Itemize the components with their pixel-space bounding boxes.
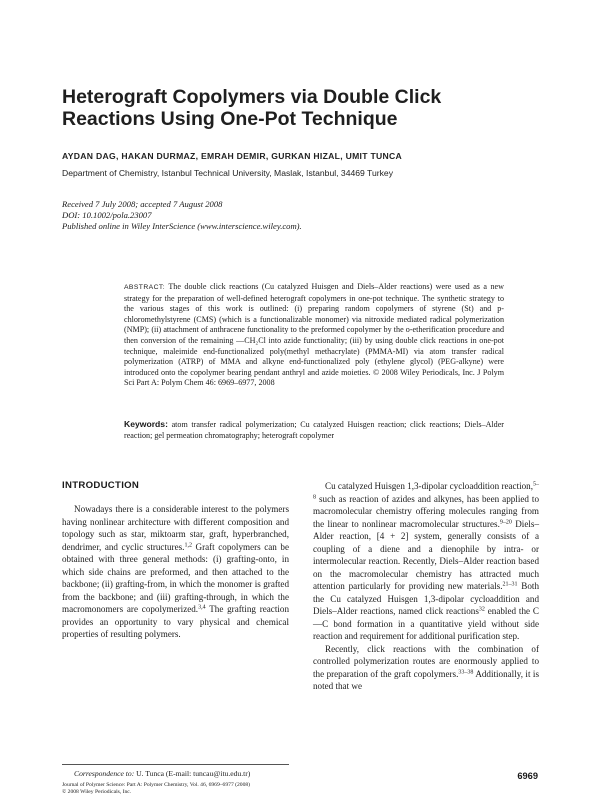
- correspondence-note: [62, 769, 302, 779]
- text-run: enabled the C—C bond formation in a quantitative yield without side reaction and requirement for additional purification step.: [313, 606, 539, 641]
- left-column: [62, 503, 289, 641]
- citation-ref: 33–38: [458, 669, 474, 675]
- citation-ref: 9–20: [499, 519, 512, 525]
- citation-ref: 5–8: [313, 481, 539, 500]
- intro-paragraph-2: [313, 480, 539, 643]
- affiliation: Department of Chemistry, Istanbul Technical University, Maslak, Istanbul, 34469 Turkey: [62, 168, 394, 178]
- text-run: such as reaction of azides and alkynes, has been applied to macromolecular chemistry offering molecules ranging from the linear to nonlinear macromolecular structures.: [313, 493, 539, 529]
- citation-ref: 1,2: [184, 542, 192, 548]
- footnote-divider: [62, 764, 289, 765]
- text-run: Both the Cu catalyzed Huisgen 1,3-dipolar cycloaddition and Diels–Alder reactions, named click reactions: [313, 581, 539, 616]
- author-list: AYDAN DAG, HAKAN DURMAZ, EMRAH DEMIR, GURKAN HIZAL, UMIT TUNCA: [62, 151, 403, 161]
- intro-paragraph-3: [313, 643, 539, 693]
- text-run: Additionally, it is noted that we: [313, 668, 539, 691]
- abstract-label: ABSTRACT:: [124, 284, 165, 291]
- abstract-text: The double click reactions (Cu catalyzed Huisgen and Diels–Alder reactions) were used as a new strategy for the preparation of well-defined heterograft copolymers in one-pot technique. The synthetic strategy to the various stages of this work is outlined: (i) preparing random copolymers of styrene (St) and p-chloromethylstyrene (CMS) (which is a functionalizable monomer) via nitroxide mediated radical polymerization (NMP); (ii) attachment of anthracene functionality to the preformed copolymer by the o-etherification procedure and then conversion of the remaining —CH₂Cl into azide functionality; (iii) by using double click reactions in one-pot technique, maleimide end-functionalized poly(methyl methacrylate) (PMMA-MI) via atom transfer radical polymerization (ATRP) of MMA and alkyne end-functionalized poly (ethylene glycol) (PEG-alkyne) were introduced onto the copolymer bearing pendant anthryl and azide moieties. © 2008 Wiley Periodicals, Inc. J Polym Sci Part A: Polym Chem 46: 6969–6977, 2008: [124, 282, 504, 388]
- correspondence-label: Correspondence to:: [74, 769, 135, 778]
- right-column: [313, 480, 539, 693]
- page-number: 6969: [517, 771, 538, 781]
- section-heading-introduction: INTRODUCTION: [62, 480, 140, 491]
- doi: DOI: 10.1002/pola.23007: [62, 210, 152, 221]
- keywords: [124, 419, 504, 441]
- citation-ref: 21–31: [502, 581, 518, 588]
- text-run: Graft copolymers can be obtained with three general methods: (i) grafting-onto, in which side chains are preformed, and then attached to the backbone; (ii) grafting-from, in which the monomer is grafted from the backbone; and (iii) grafting-through, in which the macromonomers are copolymerized.: [62, 541, 289, 614]
- received-dates: Received 7 July 2008; accepted 7 August 2008: [62, 199, 223, 209]
- correspondence-text: U. Tunca (E-mail: tuncau@itu.edu.tr): [134, 769, 251, 778]
- text-run: Nowadays there is a considerable interest to the polymers having nonlinear architecture with different composition and topology such as star, miktoarm star, graft, hyperbranched, dendrimer, and cyclic structures.: [62, 504, 289, 552]
- text-run: Cu catalyzed Huisgen 1,3-dipolar cycloaddition reaction,: [325, 481, 533, 491]
- text-run: Recently, click reactions with the combination of controlled polymerization routes are enormously applied to the preparation of the graft copolymers.: [313, 643, 539, 679]
- publication-info: [62, 199, 302, 233]
- abstract: [124, 282, 504, 389]
- keywords-label: Keywords:: [124, 419, 168, 429]
- citation-ref: 3,4: [198, 604, 206, 611]
- keywords-text: atom transfer radical polymerization; Cu catalyzed Huisgen reaction; click reactions; Diels–Alder reaction; gel permeation chromatography; heterograft copolymer: [124, 420, 504, 440]
- copyright-line: © 2008 Wiley Periodicals, Inc.: [62, 789, 132, 795]
- citation-ref: 32: [478, 606, 485, 613]
- footnote: [62, 769, 302, 796]
- published-online: Published online in Wiley InterScience (www.interscience.wiley.com).: [62, 221, 302, 232]
- text-run: The grafting reaction provides an opportunity to vary physical and chemical properties of resulting polymers.: [62, 604, 289, 639]
- journal-line: Journal of Polymer Science: Part A: Polymer Chemistry, Vol. 46, 6969–6977 (2008): [62, 781, 251, 788]
- intro-paragraph-1: [62, 503, 289, 641]
- text-run: Diels–Alder reaction, [4 + 2] system, generally consists of a coupling of a diene and a dienophile by intra- or intermolecular reaction. Recently, Diels–Alder reaction based on the macromolecular chemistry has attracted much attention particularly for providing new materials.: [313, 518, 539, 591]
- article-title: Heterograft Copolymers via Double Click Reactions Using One-Pot Technique: [62, 86, 442, 130]
